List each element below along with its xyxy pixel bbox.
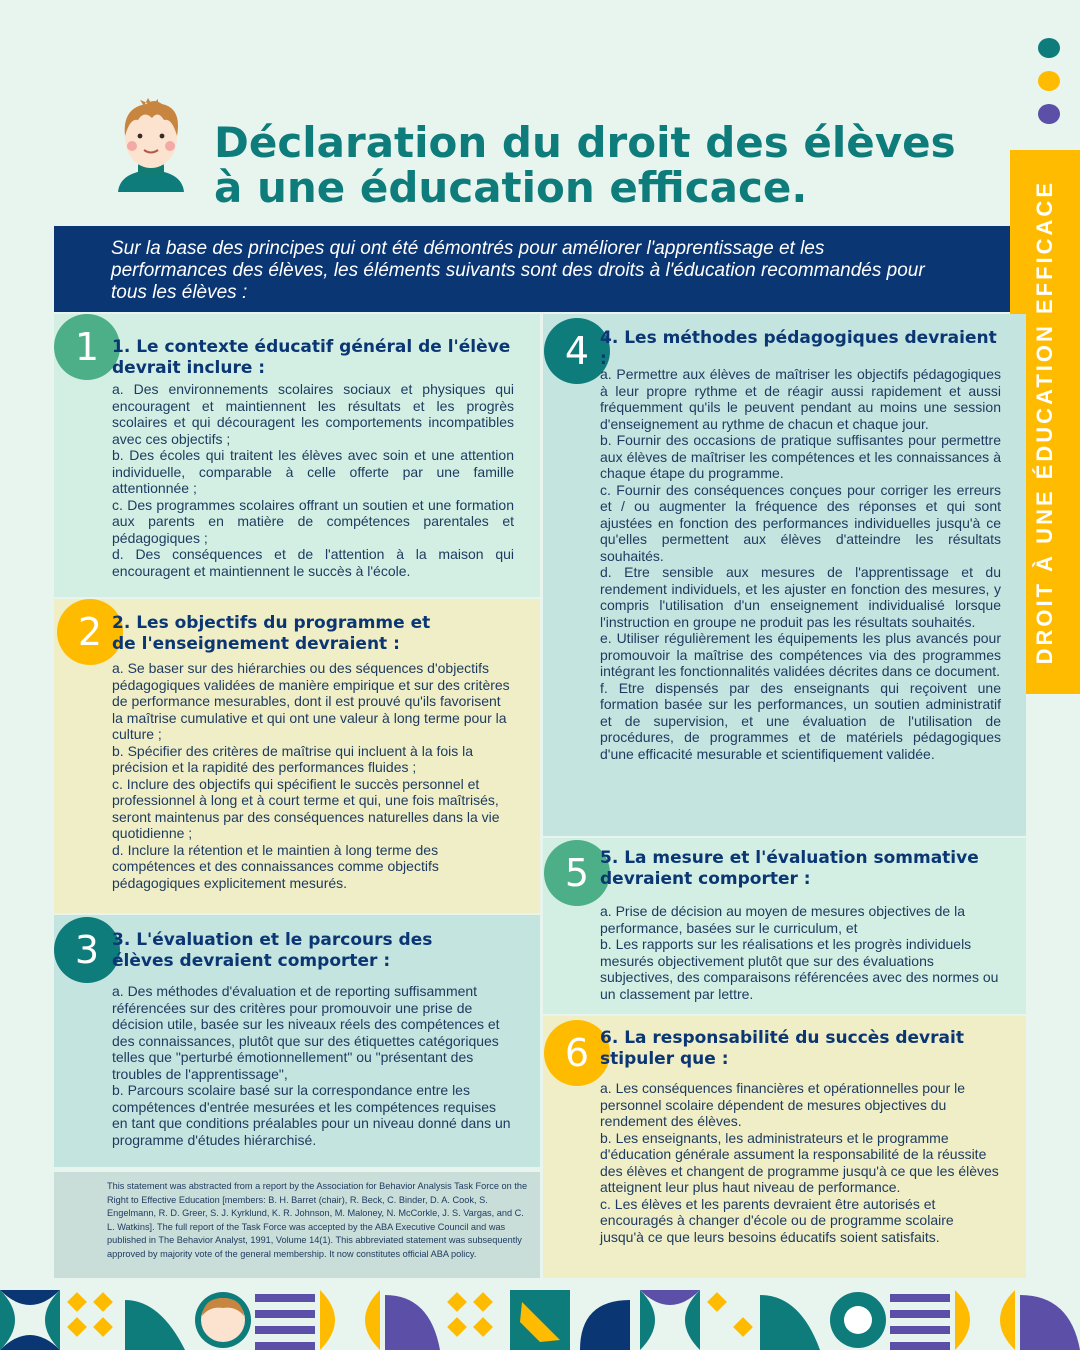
list-item: a. Les conséquences financières et opérationnelles pour le personnel scolaire dépendent de mesures objectives du rendement des élèves. (600, 1080, 966, 1129)
section-body-5 (600, 903, 1000, 1002)
list-item: c. Fournir des conséquences conçues pour corriger les erreurs et / ou augmenter la fréquence des réponses et qui sont ajustées en fonction des performances individuelles jusqu'à ce qu'elles permettent aux élèves d'atteindre les résultats souhaités. (600, 481, 1001, 564)
section-number-2: 2 (57, 599, 123, 665)
footnote-box (54, 1172, 540, 1278)
section-number-4: 4 (544, 318, 610, 384)
section-heading-1: 1. Le contexte éducatif général de l'élève devrait inclure : (112, 337, 511, 378)
list-item: c. Les élèves et les parents devraient être autorisés et encouragés à changer d'école ou de programme scolaire jusqu'à ce que leurs besoins éducatifs soient satisfaits. (600, 1195, 954, 1245)
list-item: b. Fournir des occasions de pratique suffisantes pour permettre aux élèves de maîtriser les compétences et les connaissances à chaque étape du programme. (600, 432, 1001, 481)
section-number-3: 3 (54, 917, 120, 983)
list-item: c. Inclure des objectifs qui spécifient le succès personnel et professionnel à long et à court terme et qui, une fois maîtrisés, seront maintenus par des conséquences naturelles dans la vie quotidienne ; (112, 775, 500, 841)
section-heading-3: 3. L'évaluation et le parcours des élèves devraient comporter : (112, 930, 433, 971)
section-4 (543, 314, 1026, 836)
list-item: d. Inclure la rétention et le maintien à long terme des compétences et des connaissances comme objectifs pédagogiques explicitement mesurés. (112, 841, 439, 891)
section-body-2 (112, 660, 512, 891)
list-item: b. Parcours scolaire basé sur la correspondance entre les compétences d'entrée mesurées et les compétences requises en tant que conditions préalables pour un niveau donné dans un programme d'études hiérarchisé. (112, 1082, 511, 1148)
title-line-2: à une éducation efficace. (214, 163, 808, 212)
section-body-1 (112, 381, 514, 579)
list-item: b. Les enseignants, les administrateurs et le programme d'éducation générale assument la responsabilité de la réussite des élèves et changent de programme jusqu'à ce que les élèves atteignent leur plus haut niveau de performance. (600, 1129, 999, 1195)
section-2 (54, 599, 540, 913)
footnote-text: This statement was abstracted from a report by the Association for Behavior Analysis Task Force on the Right to Effective Education [members: B. H. Barret (chair), R. Beck, C. Binder, D. A. Cook, S. Engelmann, R. D. Greer, S. J. Kyrklund, K. R. Johnson, M. Maloney, N. McCorkle, J. S. Vargas, and C. L. Watkins]. The full report of the Task Force was accepted by the ABA Executive Council and was published in The Behavior Analyst, 1991, Volume 14(1). This abbreviated statement was subsequently approved by majority vote of the general membership. It now constitutes official ABA policy. (107, 1181, 528, 1259)
section-3 (54, 915, 540, 1167)
intro-banner (54, 226, 1010, 312)
side-banner-text: DROIT À UNE ÉDUCATION EFFICACE (1032, 179, 1057, 665)
section-heading-4: 4. Les méthodes pédagogiques devraient : (600, 328, 997, 369)
section-body-4 (600, 366, 1001, 762)
list-item: a. Se baser sur des hiérarchies ou des séquences d'objectifs pédagogiques validées de manière empirique et sur des critères de performance mesurables, dont il est prouvé qu'ils favorisent la maîtrise cumulative et qui ont une valeur à long terme pour la culture ; (112, 660, 510, 742)
list-item: b. Spécifier des critères de maîtrise qui incluent à la fois la précision et la rapidité des performances fluides ; (112, 742, 474, 775)
section-body-3 (112, 983, 512, 1148)
decorative-border-pattern (0, 1290, 1080, 1350)
yellow-dot-icon (1038, 71, 1060, 91)
page-title (214, 120, 1004, 210)
section-number-6: 6 (544, 1020, 610, 1086)
intro-text: Sur la base des principes qui ont été démontrés pour améliorer l'apprentissage et les performances des élèves, les éléments suivants sont des droits à l'éducation recommandés pour tous les élèves : (111, 238, 925, 303)
section-5 (543, 838, 1026, 1014)
section-body-6 (600, 1080, 1000, 1245)
title-line-1: Déclaration du droit des élèves (214, 118, 956, 167)
section-heading-5: 5. La mesure et l'évaluation sommative devraient comporter : (600, 848, 979, 889)
section-heading-6: 6. La responsabilité du succès devrait stipuler que : (600, 1028, 964, 1069)
list-item: a. Prise de décision au moyen de mesures objectives de la performance, basées sur le curriculum, et (600, 903, 965, 936)
list-item: a. Des méthodes d'évaluation et de reporting suffisamment référencées sur des critères pour promouvoir une prise de décision utile, basée sur les niveaux réels des compétences et des connaissances, plutôt que sur des étiquettes catégoriques telles que "perturbé émotionnellement" ou "présentant des troubles de l'apprentissage", (112, 983, 500, 1082)
list-item: b. Les rapports sur les réalisations et les progrès individuels mesurés objectivement plutôt que sur des évaluations subjectives, des comparaisons référencées avec des normes ou un classement par lettre. (600, 936, 999, 1002)
list-item: a. Permettre aux élèves de maîtriser les objectifs pédagogiques à leur propre rythme et de réagir aussi rapidement et aussi fréquemment qu'ils le peuvent pendant au moins une session d'enseignement au rythme de chacun et chaque jour. (600, 366, 1001, 432)
section-number-5: 5 (544, 840, 610, 906)
section-6 (543, 1016, 1026, 1278)
student-avatar-icon (114, 96, 188, 196)
decorative-dots (1038, 38, 1060, 137)
list-item: b. Des écoles qui traitent les élèves avec soin et une attention individuelle, comparable à celle offerte par une famille attentionnée ; (112, 447, 514, 496)
list-item: f. Etre dispensés par des enseignants qui reçoivent une formation basée sur les performances, un soutien administratif et de supervision, et une évaluation de l'utilisation de procédures, de programmes et de matériels pédagogiques d'une efficacité mesurable et scientifiquement validée. (600, 679, 1001, 762)
section-1 (54, 314, 540, 597)
teal-dot-icon (1038, 38, 1060, 58)
purple-dot-icon (1038, 104, 1060, 124)
list-item: a. Des environnements scolaires sociaux et physiques qui encouragent et maintiennent les résultats et les progrès scolaires et qui découragent les comportements incompatibles avec ces objectifs ; (112, 381, 514, 447)
list-item: d. Etre sensible aux mesures de l'apprentissage et du rendement individuels, et les ajuster en fonction des mesures, y compris l'utilisation d'un enseignement individualisé lorsque l'instruction en groupe ne produit pas les résultats souhaités. (600, 564, 1001, 630)
list-item: c. Des programmes scolaires offrant un soutien et une formation aux parents en matière de compétences parentales et pédagogiques ; (112, 496, 514, 546)
list-item: e. Utiliser régulièrement les équipements les plus avancés pour promouvoir la maîtrise des compétences via des programmes intégrant les fonctionnalités validées décrites dans ce document. (600, 630, 1001, 679)
section-heading-2: 2. Les objectifs du programme et de l'enseignement devraient : (112, 613, 431, 654)
list-item: d. Des conséquences et de l'attention à la maison qui encouragent et maintiennent le succès à l'école. (112, 546, 514, 579)
section-number-1: 1 (54, 314, 120, 380)
